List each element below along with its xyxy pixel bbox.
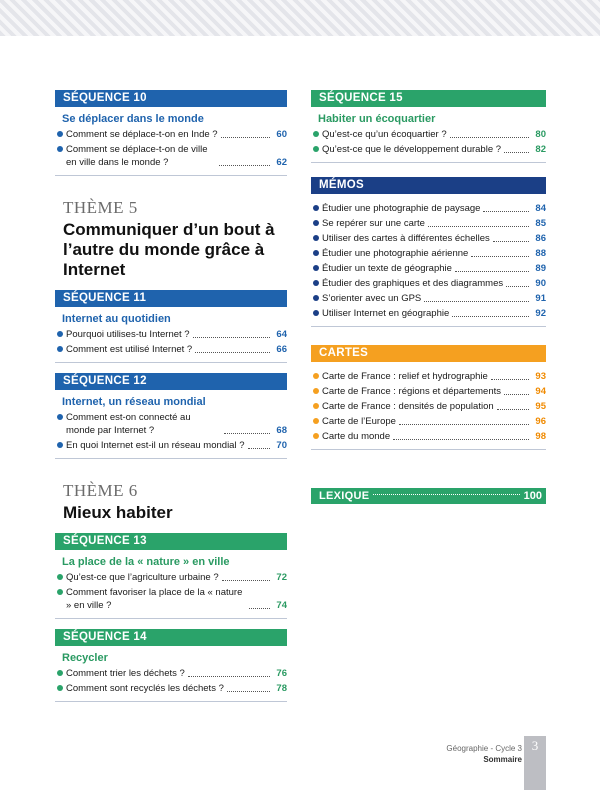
page-number: 89 — [535, 263, 546, 274]
leader-dots — [224, 433, 270, 434]
left-column — [55, 90, 287, 712]
leader-dots — [373, 494, 519, 495]
sequence-11 — [55, 290, 287, 363]
footer-section: Sommaire — [483, 755, 522, 764]
page-number: 76 — [276, 668, 287, 679]
page-number: 94 — [535, 386, 546, 397]
toc-entry[interactable]: Comment favoriser la place de la « nature » en ville ? 74 — [55, 586, 287, 612]
sequence-12 — [55, 373, 287, 459]
page-number: 84 — [535, 203, 546, 214]
page-number: 92 — [535, 308, 546, 319]
bullet-icon — [313, 403, 319, 409]
page-number: 90 — [535, 278, 546, 289]
sequence-11-header: SÉQUENCE 11 — [55, 290, 287, 307]
toc-entry[interactable]: Se repérer sur une carte 85 — [311, 217, 546, 230]
leader-dots — [227, 691, 270, 692]
bullet-icon — [57, 442, 63, 448]
toc-entry[interactable]: Qu’est-ce que le développement durable ? 82 — [311, 143, 546, 156]
bullet-icon — [57, 131, 63, 137]
bullet-icon — [313, 235, 319, 241]
leader-dots — [195, 352, 270, 353]
leader-dots — [424, 301, 529, 302]
toc-entry[interactable]: Comment se déplace-t-on de ville en ville dans le monde ? 62 — [55, 143, 287, 169]
toc-entry[interactable]: Étudier une photographie aérienne 88 — [311, 247, 546, 260]
leader-dots — [221, 137, 270, 138]
bullet-icon — [313, 433, 319, 439]
leader-dots — [248, 448, 271, 449]
leader-dots — [497, 409, 529, 410]
sequence-10-subtitle: Se déplacer dans le monde — [62, 113, 204, 125]
bullet-icon — [57, 331, 63, 337]
sequence-11-subtitle: Internet au quotidien — [62, 313, 171, 325]
cartes-section — [311, 345, 546, 450]
bullet-icon — [57, 346, 63, 352]
bullet-icon — [57, 574, 63, 580]
bullet-icon — [313, 295, 319, 301]
theme-5-label: THÈME 5 — [63, 198, 138, 217]
page-number: 85 — [535, 218, 546, 229]
toc-entry[interactable]: Étudier des graphiques et des diagrammes 90 — [311, 277, 546, 290]
leader-dots — [504, 394, 529, 395]
page-number: 70 — [276, 440, 287, 451]
leader-dots — [393, 439, 529, 440]
toc-entry[interactable]: Comment est-on connecté au monde par Internet ? 68 — [55, 411, 287, 437]
leader-dots — [455, 271, 529, 272]
leader-dots — [452, 316, 529, 317]
footer-subject: Géographie - Cycle 3 — [446, 744, 522, 753]
memos-section — [311, 177, 546, 327]
toc-entry[interactable]: Étudier un texte de géographie 89 — [311, 262, 546, 275]
memos-header: MÉMOS — [311, 177, 546, 194]
page-number: 91 — [535, 293, 546, 304]
page-number: 74 — [276, 600, 287, 611]
page-number: 64 — [276, 329, 287, 340]
leader-dots — [399, 424, 529, 425]
bullet-icon — [313, 418, 319, 424]
toc-entry[interactable]: En quoi Internet est-il un réseau mondial ? 70 — [55, 439, 287, 452]
lexique-entry[interactable] — [311, 488, 546, 504]
leader-dots — [450, 137, 529, 138]
theme-6-title: Mieux habiter — [63, 503, 173, 522]
bullet-icon — [313, 310, 319, 316]
bullet-icon — [313, 388, 319, 394]
bullet-icon — [313, 280, 319, 286]
page-number: 72 — [276, 572, 287, 583]
page-number: 68 — [276, 425, 287, 436]
toc-entry[interactable]: Pourquoi utilises-tu Internet ? 64 — [55, 328, 287, 341]
page-number: 93 — [535, 371, 546, 382]
cartes-header: CARTES — [311, 345, 546, 362]
bullet-icon — [313, 220, 319, 226]
toc-entry[interactable]: Qu’est-ce qu’un écoquartier ? 80 — [311, 128, 546, 141]
sequence-13-subtitle: La place de la « nature » en ville — [62, 556, 230, 568]
sequence-14-subtitle: Recycler — [62, 652, 108, 664]
page-number: 86 — [535, 233, 546, 244]
leader-dots — [491, 379, 529, 380]
bullet-icon — [313, 205, 319, 211]
toc-entry[interactable]: Comment est utilisé Internet ? 66 — [55, 343, 287, 356]
bullet-icon — [313, 265, 319, 271]
toc-entry[interactable]: Carte de France : densités de population 95 — [311, 400, 546, 413]
leader-dots — [493, 241, 529, 242]
bullet-icon — [313, 373, 319, 379]
sequence-15-header: SÉQUENCE 15 — [311, 90, 546, 107]
leader-dots — [504, 152, 529, 153]
leader-dots — [249, 608, 270, 609]
bullet-icon — [57, 146, 63, 152]
leader-dots — [222, 580, 270, 581]
leader-dots — [471, 256, 529, 257]
toc-entry[interactable]: Comment trier les déchets ? 76 — [55, 667, 287, 680]
sequence-14-header: SÉQUENCE 14 — [55, 629, 287, 646]
sequence-10-header: SÉQUENCE 10 — [55, 90, 287, 107]
page-number-tab: 3 — [524, 736, 546, 790]
page-number: 62 — [276, 157, 287, 168]
leader-dots — [506, 286, 529, 287]
leader-dots — [188, 676, 270, 677]
right-column — [311, 90, 546, 460]
theme-5-title: Communiquer d’un bout à l’autre du monde grâce à Internet — [63, 220, 275, 279]
header-stripes — [0, 0, 600, 36]
sequence-12-subtitle: Internet, un réseau mondial — [62, 396, 206, 408]
bullet-icon — [57, 685, 63, 691]
sequence-13-header: SÉQUENCE 13 — [55, 533, 287, 550]
toc-entry[interactable]: Carte du monde 98 — [311, 430, 546, 443]
footer — [446, 743, 522, 765]
sequence-15-subtitle: Habiter un écoquartier — [318, 113, 436, 125]
leader-dots — [483, 211, 529, 212]
theme-6-label: THÈME 6 — [63, 481, 138, 500]
bullet-icon — [57, 670, 63, 676]
toc-entry[interactable]: Étudier une photographie de paysage 84 — [311, 202, 546, 215]
bullet-icon — [57, 589, 63, 595]
page-number: 95 — [535, 401, 546, 412]
toc-entry[interactable]: Comment sont recyclés les déchets ? 78 — [55, 682, 287, 695]
page-number: 88 — [535, 248, 546, 259]
toc-entry[interactable]: Utiliser des cartes à différentes échelles 86 — [311, 232, 546, 245]
page-number: 78 — [276, 683, 287, 694]
page-number: 80 — [535, 129, 546, 140]
toc-entry[interactable]: Comment se déplace-t-on en Inde ? 60 — [55, 128, 287, 141]
page-number: 100 — [523, 490, 542, 502]
sequence-10 — [55, 90, 287, 176]
bullet-icon — [313, 146, 319, 152]
page-number: 82 — [535, 144, 546, 155]
bullet-icon — [313, 250, 319, 256]
sequence-12-header: SÉQUENCE 12 — [55, 373, 287, 390]
page-number: 66 — [276, 344, 287, 355]
toc-entry[interactable]: Qu’est-ce que l’agriculture urbaine ? 72 — [55, 571, 287, 584]
toc-entry[interactable]: S’orienter avec un GPS 91 — [311, 292, 546, 305]
leader-dots — [193, 337, 270, 338]
bullet-icon — [313, 131, 319, 137]
page-number: 96 — [535, 416, 546, 427]
leader-dots — [219, 165, 270, 166]
toc-entry[interactable]: Carte de l’Europe 96 — [311, 415, 546, 428]
sequence-13 — [55, 533, 287, 619]
sequence-14 — [55, 629, 287, 702]
lexique-label: LEXIQUE — [319, 490, 370, 502]
page-number: 60 — [276, 129, 287, 140]
toc-entry[interactable]: Carte de France : régions et départements 94 — [311, 385, 546, 398]
page-number: 98 — [535, 431, 546, 442]
bullet-icon — [57, 414, 63, 420]
leader-dots — [428, 226, 529, 227]
sequence-15 — [311, 90, 546, 163]
toc-entry[interactable]: Utiliser Internet en géographie 92 — [311, 307, 546, 320]
toc-entry[interactable]: Carte de France : relief et hydrographie 93 — [311, 370, 546, 383]
